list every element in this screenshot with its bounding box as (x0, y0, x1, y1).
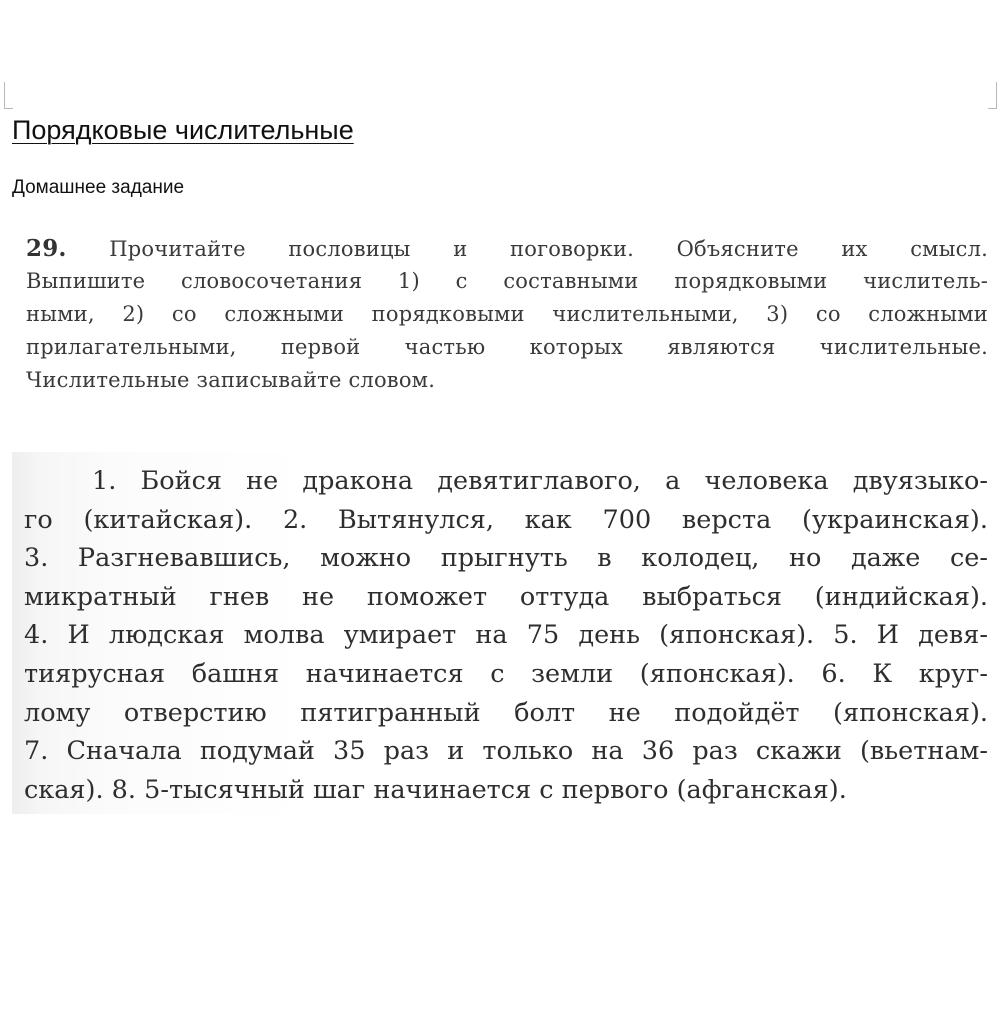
scanned-proverbs-image (12, 452, 988, 814)
page-title: Порядковые числительные (12, 115, 354, 145)
instruction-line: прилагательными, первой частью которых являются числительные. (26, 335, 988, 359)
proverb-line: лому отверстию пятигранный болт не подойдёт (японская). (24, 697, 988, 728)
instruction-line (26, 232, 988, 265)
proverb-line: 3. Разгневавшись, можно прыгнуть в колодец, но даже се- (24, 543, 988, 574)
instruction-line: ными, 2) со сложными порядковыми числительными, 3) со сложными (26, 302, 988, 326)
instruction-line: Выпишите словосочетания 1) с составными порядковыми числитель- (26, 269, 988, 293)
page-corner-mark-left (4, 82, 13, 109)
instruction-text: Прочитайте пословицы и поговорки. Объясните их смысл. (109, 237, 988, 261)
exercise-number: 29. (26, 235, 67, 262)
proverb-line: 7. Сначала подумай 35 раз и только на 36 раз скажи (вьетнам- (24, 736, 988, 767)
page-subtitle: Домашнее задание (12, 177, 185, 198)
proverbs-text (24, 462, 988, 809)
instruction-line: Числительные записывайте словом. (26, 368, 436, 392)
page-corner-mark-right (988, 82, 997, 109)
proverb-line: микратный гнев не поможет оттуда выбраться (индийская). (24, 581, 988, 612)
proverb-line: тиярусная башня начинается с земли (японская). 6. К круг- (24, 658, 988, 689)
proverb-line: го (китайская). 2. Вытянулся, как 700 верста (украинская). (24, 504, 988, 535)
proverb-line: 4. И людская молва умирает на 75 день (японская). 5. И девя- (24, 620, 988, 651)
proverb-line: 1. Бойся не дракона девятиглавого, а человека двуязыко- (92, 466, 988, 496)
proverb-line: ская). 8. 5-тысячный шаг начинается с первого (афганская). (24, 774, 847, 805)
exercise-instructions (26, 232, 988, 412)
